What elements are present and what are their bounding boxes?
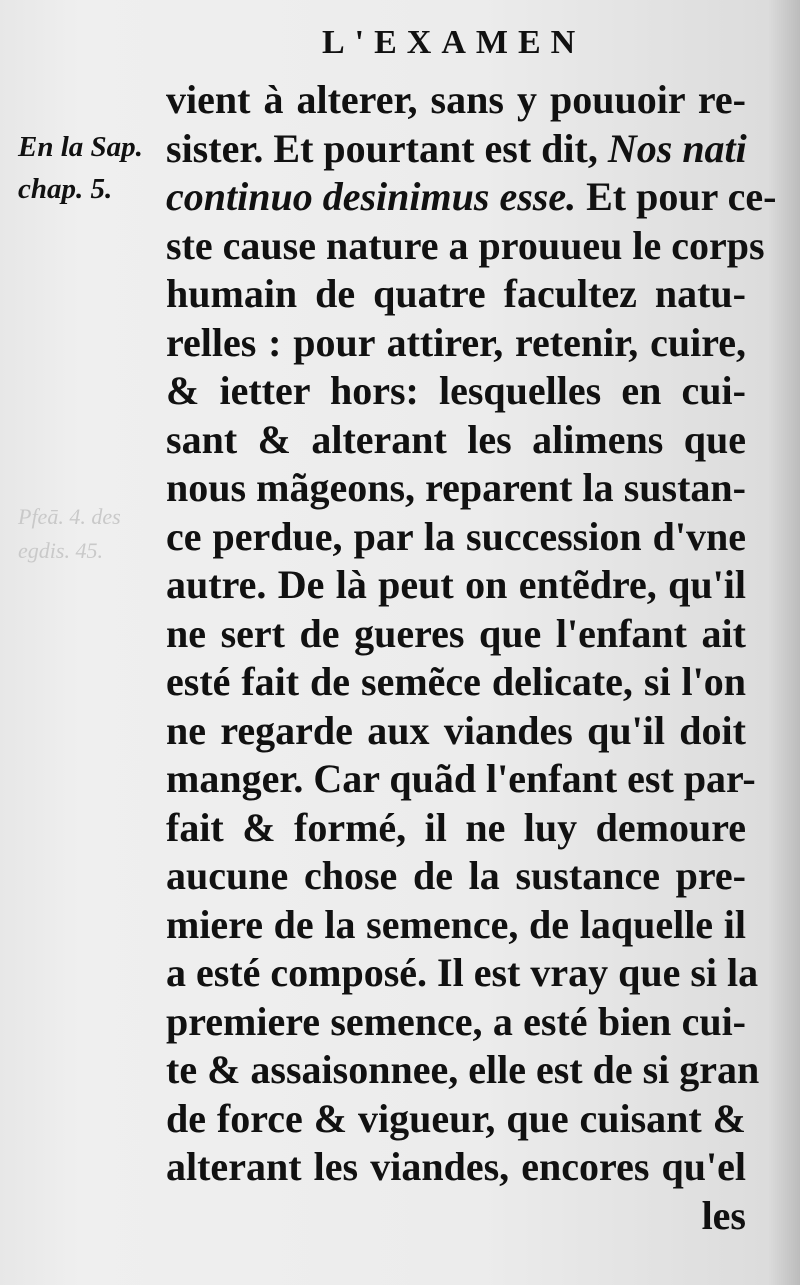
text-line	[166, 1046, 760, 1095]
text-line	[166, 804, 746, 853]
text-line	[166, 416, 746, 465]
text-line-roman: ce perdue, par la succession d'vne	[166, 513, 746, 559]
text-line	[166, 173, 777, 222]
text-line-roman: & ietter hors: lesquelles en cui-	[166, 368, 746, 413]
text-line	[166, 658, 746, 707]
text-line	[166, 222, 765, 271]
text-line-roman: les	[701, 1192, 746, 1238]
text-line-roman: miere de la semence, de laquelle il	[166, 901, 746, 947]
text-line-roman: a esté composé. Il est vray que si la	[166, 950, 759, 995]
text-line-italic: continuo desinimus esse.	[166, 174, 577, 219]
text-line-roman: de force & vigueur, que cuisant &	[166, 1095, 746, 1141]
text-line	[166, 76, 746, 125]
text-line-roman: fait & formé, il ne luy demoure	[166, 804, 746, 850]
margin-note	[18, 126, 143, 210]
faint-margin-note	[18, 500, 121, 568]
text-line-roman: nous mãgeons, reparent la sustan-	[166, 465, 746, 510]
margin-note-line: chap. 5.	[18, 173, 113, 205]
text-line	[166, 901, 746, 950]
text-line-roman: Et pour ce-	[576, 174, 777, 219]
text-line	[166, 610, 746, 659]
text-line-roman: sant & alterant les alimens que	[166, 416, 746, 462]
faint-note-line: Pfeā. 4. des	[18, 504, 121, 529]
text-line	[166, 270, 746, 319]
text-line-italic: Nos nati	[607, 125, 747, 171]
text-line	[166, 464, 746, 513]
text-line-roman: premiere semence, a esté bien cui-	[166, 998, 746, 1044]
text-line	[166, 755, 756, 804]
text-line	[166, 1143, 746, 1192]
text-line-roman: ste cause nature a prouueu le corps	[166, 222, 765, 268]
text-line-roman: relles : pour attirer, retenir, cuire,	[166, 319, 746, 365]
text-line-roman: ne sert de gueres que l'enfant ait	[166, 610, 746, 656]
text-line	[166, 367, 746, 416]
text-line	[166, 561, 746, 610]
text-line-roman: te & assaisonnee, elle est de si gran	[166, 1047, 760, 1092]
text-line	[166, 319, 746, 368]
text-line-roman: humain de quatre facultez natu-	[166, 271, 746, 316]
text-line-roman: ne regarde aux viandes qu'il doit	[166, 707, 746, 753]
text-line-roman: sister. Et pourtant est dit,	[166, 125, 608, 171]
text-line	[166, 949, 759, 998]
text-line-roman: alterant les viandes, encores qu'el	[166, 1144, 746, 1189]
text-line	[166, 707, 746, 756]
running-header: L'EXAMEN	[322, 24, 586, 61]
text-line	[166, 125, 746, 174]
text-line	[166, 852, 746, 901]
margin-note-line: En la Sap.	[18, 131, 143, 163]
text-line-roman: esté fait de semẽce delicate, si l'on	[166, 659, 746, 704]
text-line-roman: manger. Car quãd l'enfant est par-	[166, 756, 756, 801]
text-line	[166, 513, 746, 562]
text-line-roman: autre. De là peut on entẽdre, qu'il	[166, 562, 746, 607]
text-line-roman: vient à alterer, sans y pouuoir re-	[166, 77, 746, 122]
faint-note-line: egdis. 45.	[18, 538, 103, 563]
text-line	[166, 1192, 746, 1241]
text-line	[166, 998, 746, 1047]
text-line-roman: aucune chose de la sustance pre-	[166, 853, 746, 898]
body-text	[166, 76, 777, 1240]
text-line	[166, 1095, 746, 1144]
